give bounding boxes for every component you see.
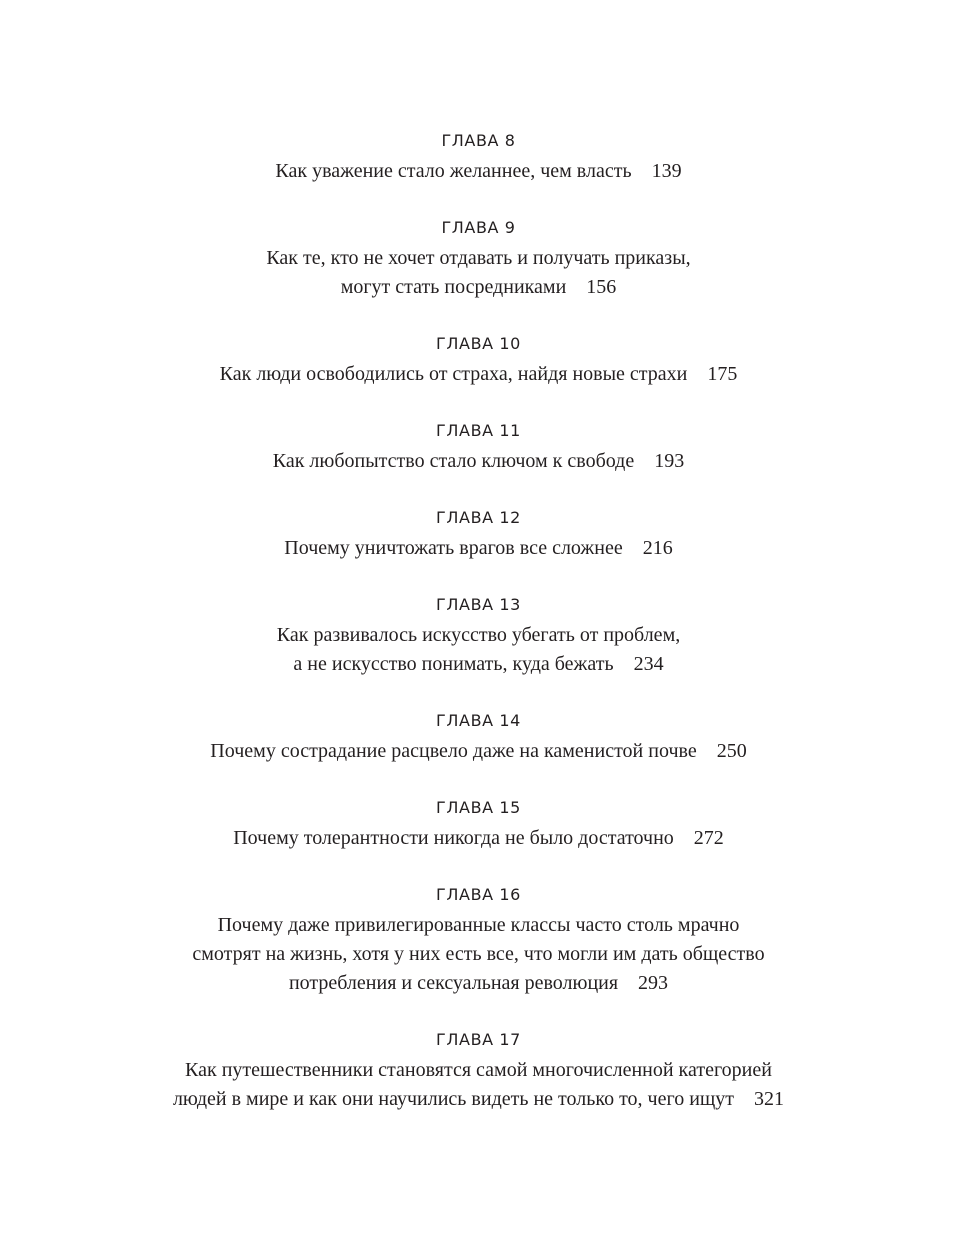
chapter-title-line [0,969,957,998]
page-number: 216 [642,537,673,559]
entry-spacer [0,389,957,414]
chapter-title-line [0,360,957,389]
chapter-title-line [0,940,957,969]
chapter-title [0,447,957,476]
toc-entry [0,124,957,186]
chapter-title-text: Как уважение стало желаннее, чем власть [275,160,632,182]
toc-entry [0,704,957,766]
chapter-title [0,244,957,302]
chapter-title-text: Как путешественники становятся самой многочисленной категорией [185,1059,772,1081]
page-number: 139 [651,160,682,182]
chapter-title-text: а не искусство понимать, куда бежать [293,653,614,675]
page-number: 193 [654,450,685,472]
chapter-title-text: Как любопытство стало ключом к свободе [272,450,635,472]
page-number: 175 [707,363,738,385]
chapter-title-text: могут стать посредниками [340,276,567,298]
chapter-title [0,737,957,766]
chapter-title-line [0,447,957,476]
entry-spacer [0,853,957,878]
toc-entry [0,588,957,679]
chapter-title-text: потребления и сексуальная революция [288,972,619,994]
chapter-title-line [0,273,957,302]
chapter-title-line [0,911,957,940]
page-number: 293 [638,972,669,994]
toc-entry [0,791,957,853]
chapter-title-line [0,534,957,563]
chapter-title-line [0,650,957,679]
page-number: 321 [754,1088,785,1110]
page-number: 156 [586,276,617,298]
entry-spacer [0,563,957,588]
chapter-title-line [0,1085,957,1114]
chapter-title-line [0,157,957,186]
toc-entry [0,414,957,476]
toc-entry [0,1023,957,1114]
entry-spacer [0,679,957,704]
chapter-title-text: Почему уничтожать врагов все сложнее [284,537,623,559]
chapter-title-line [0,824,957,853]
chapter-label: ГЛАВА 9 [441,218,516,237]
entry-spacer [0,186,957,211]
chapter-label: ГЛАВА 14 [436,711,521,730]
toc-entry [0,327,957,389]
chapter-label: ГЛАВА 13 [436,595,521,614]
entry-spacer [0,766,957,791]
toc-entry [0,878,957,998]
toc-entry [0,211,957,302]
chapter-title [0,824,957,853]
entry-spacer [0,476,957,501]
chapter-title-text: Как развивалось искусство убегать от проблем, [276,624,681,646]
chapter-title [0,360,957,389]
page-number: 272 [693,827,724,849]
chapter-title-text: людей в мире и как они научились видеть не только то, чего ищут [172,1088,735,1110]
chapter-title-line [0,737,957,766]
chapter-title [0,621,957,679]
toc-entry [0,501,957,563]
chapter-title-line [0,1056,957,1085]
chapter-title [0,157,957,186]
chapter-title-text: смотрят на жизнь, хотя у них есть все, что могли им дать общество [192,943,765,965]
page-number: 234 [633,653,664,675]
chapter-label: ГЛАВА 8 [441,131,516,150]
page-number: 250 [716,740,747,762]
chapter-title [0,534,957,563]
chapter-title-text: Как люди освободились от страха, найдя новые страхи [219,363,688,385]
chapter-title-text: Как те, кто не хочет отдавать и получать приказы, [266,247,691,269]
table-of-contents [0,124,957,1114]
chapter-label: ГЛАВА 16 [436,885,521,904]
chapter-title-text: Почему даже привилегированные классы часто столь мрачно [217,914,740,936]
chapter-title-line [0,244,957,273]
chapter-title [0,911,957,998]
chapter-title-text: Почему толерантности никогда не было достаточно [233,827,674,849]
entry-spacer [0,998,957,1023]
chapter-title-line [0,621,957,650]
chapter-title [0,1056,957,1114]
chapter-label: ГЛАВА 11 [436,421,521,440]
chapter-label: ГЛАВА 17 [436,1030,521,1049]
chapter-label: ГЛАВА 15 [436,798,521,817]
entry-spacer [0,302,957,327]
chapter-title-text: Почему сострадание расцвело даже на каменистой почве [210,740,697,762]
chapter-label: ГЛАВА 10 [436,334,521,353]
chapter-label: ГЛАВА 12 [436,508,521,527]
